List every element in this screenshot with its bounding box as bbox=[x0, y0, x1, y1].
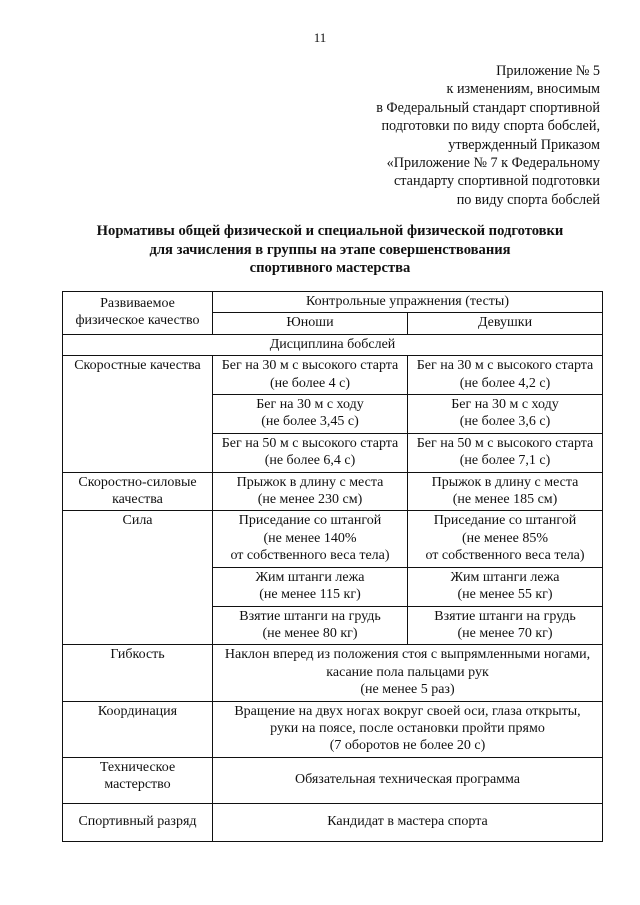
discipline-row bbox=[63, 334, 603, 355]
appendix-line: по виду спорта бобслей bbox=[456, 191, 600, 208]
table-row bbox=[63, 511, 603, 567]
test-line: (не менее 115 кг) bbox=[259, 587, 361, 603]
quality-cell bbox=[63, 356, 213, 472]
test-line: Наклон вперед из положения стоя с выпрямленными ногами, bbox=[224, 647, 591, 663]
table-row bbox=[63, 645, 603, 701]
test-line: (не более 3,6 с) bbox=[459, 414, 551, 430]
quality-cell bbox=[63, 472, 213, 511]
test-line: Бег на 30 м с высокого старта bbox=[416, 358, 594, 374]
appendix-line: Приложение № 5 bbox=[496, 63, 600, 79]
test-line: касание пола пальцами рук bbox=[326, 664, 489, 680]
table-row bbox=[63, 701, 603, 757]
header-tests-cell bbox=[213, 292, 603, 313]
test-line: Бег на 30 м с ходу bbox=[451, 397, 559, 413]
boys-test-cell bbox=[213, 511, 408, 567]
standards-table bbox=[62, 291, 603, 842]
test-line: Вращение на двух ногах вокруг своей оси, глаза открыты, bbox=[234, 703, 581, 719]
boys-test-cell bbox=[213, 395, 408, 434]
test-line: Прыжок в длину с места bbox=[236, 474, 384, 490]
test-line: (7 оборотов не более 20 с) bbox=[329, 738, 486, 754]
combined-test-cell bbox=[213, 645, 603, 701]
quality-label: Техническое bbox=[99, 759, 176, 775]
header-girls-label: Девушки bbox=[477, 315, 533, 331]
quality-cell bbox=[63, 645, 213, 701]
quality-label: Координация bbox=[97, 703, 178, 719]
table-row bbox=[63, 757, 603, 803]
title-line: спортивного мастерства bbox=[249, 260, 411, 276]
test-line: (не менее 55 кг) bbox=[457, 587, 553, 603]
girls-test-cell bbox=[408, 511, 603, 567]
quality-cell bbox=[63, 757, 213, 803]
table-row bbox=[63, 472, 603, 511]
appendix-line: утвержденный Приказом bbox=[448, 136, 600, 153]
test-line: (не более 4,2 с) bbox=[459, 375, 551, 391]
title-line: для зачисления в группы на этапе совершенствования bbox=[149, 241, 511, 258]
header-girls-cell bbox=[408, 313, 603, 334]
test-line: Обязательная техническая программа bbox=[294, 772, 521, 788]
test-line: Бег на 30 м с высокого старта bbox=[221, 358, 399, 374]
test-line: Прыжок в длину с места bbox=[431, 474, 579, 490]
combined-test-cell bbox=[213, 757, 603, 803]
test-line: (не более 4 с) bbox=[269, 375, 351, 391]
quality-label: Сила bbox=[122, 513, 153, 529]
girls-test-cell bbox=[408, 356, 603, 395]
page-number: 11 bbox=[313, 30, 327, 45]
test-line: руки на поясе, после остановки пройти прямо bbox=[270, 720, 545, 736]
test-line: (не менее 185 см) bbox=[452, 492, 558, 508]
boys-test-cell bbox=[213, 356, 408, 395]
test-line: Кандидат в мастера спорта bbox=[327, 814, 488, 830]
girls-test-cell bbox=[408, 472, 603, 511]
test-line: (не менее 70 кг) bbox=[457, 625, 553, 641]
test-line: (не менее 85% bbox=[461, 530, 549, 546]
table-row bbox=[63, 803, 603, 841]
girls-test-cell bbox=[408, 395, 603, 434]
quality-label: мастерство bbox=[104, 777, 171, 793]
test-line: Жим штанги лежа bbox=[450, 569, 560, 585]
combined-test-cell bbox=[213, 803, 603, 841]
table-row bbox=[63, 356, 603, 395]
test-line: Взятие штанги на грудь bbox=[239, 608, 381, 624]
header-boys-label: Юноши bbox=[286, 315, 334, 331]
boys-test-cell bbox=[213, 433, 408, 472]
appendix-line: стандарту спортивной подготовки bbox=[393, 173, 600, 190]
quality-label: Спортивный разряд bbox=[78, 814, 197, 830]
test-line: (не более 7,1 с) bbox=[459, 453, 551, 469]
test-line: Бег на 50 м с высокого старта bbox=[221, 435, 399, 451]
appendix-line: к изменениям, вносимым bbox=[446, 81, 600, 98]
combined-test-cell bbox=[213, 701, 603, 757]
test-line: (не менее 140% bbox=[263, 530, 357, 546]
header-tests-label: Контрольные упражнения (тесты) bbox=[306, 294, 509, 309]
girls-test-cell bbox=[408, 433, 603, 472]
appendix-line: в Федеральный стандарт спортивной bbox=[376, 99, 600, 116]
quality-cell bbox=[63, 511, 213, 645]
test-line: Бег на 30 м с ходу bbox=[256, 397, 364, 413]
boys-test-cell bbox=[213, 567, 408, 606]
quality-cell bbox=[63, 803, 213, 841]
test-line: от собственного веса тела) bbox=[425, 548, 585, 564]
quality-label: качества bbox=[112, 492, 163, 508]
test-line: (не более 3,45 с) bbox=[261, 414, 359, 430]
document-title bbox=[60, 222, 600, 278]
test-line: Бег на 50 м с высокого старта bbox=[416, 435, 594, 451]
test-line: (не менее 5 раз) bbox=[360, 682, 455, 698]
quality-label: Гибкость bbox=[110, 647, 165, 663]
test-line: Взятие штанги на грудь bbox=[434, 608, 576, 624]
test-line: (не менее 230 см) bbox=[257, 492, 363, 508]
discipline-cell bbox=[63, 334, 603, 355]
boys-test-cell bbox=[213, 472, 408, 511]
table-header-row bbox=[63, 292, 603, 313]
title-line: Нормативы общей физической и специальной физической подготовки bbox=[96, 223, 564, 239]
test-line: Жим штанги лежа bbox=[255, 569, 365, 585]
appendix-line: подготовки по виду спорта бобслей, bbox=[381, 118, 600, 135]
test-line: (не более 6,4 с) bbox=[264, 453, 356, 469]
test-line: Приседание со штангой bbox=[238, 513, 382, 529]
test-line: (не менее 80 кг) bbox=[262, 625, 358, 641]
quality-label: Скоростно-силовые bbox=[78, 474, 197, 490]
quality-cell bbox=[63, 701, 213, 757]
header-quality-line: физическое качество bbox=[75, 313, 200, 329]
girls-test-cell bbox=[408, 567, 603, 606]
test-line: от собственного веса тела) bbox=[230, 548, 390, 564]
header-boys-cell bbox=[213, 313, 408, 334]
appendix-line: «Приложение № 7 к Федеральному bbox=[386, 155, 600, 172]
girls-test-cell bbox=[408, 606, 603, 645]
appendix-note bbox=[280, 62, 600, 209]
header-quality-line: Развиваемое bbox=[100, 296, 175, 311]
quality-label: Скоростные качества bbox=[74, 358, 201, 374]
test-line: Приседание со штангой bbox=[433, 513, 577, 529]
discipline-label: Дисциплина бобслей bbox=[269, 336, 396, 352]
boys-test-cell bbox=[213, 606, 408, 645]
header-quality-cell bbox=[63, 292, 213, 335]
